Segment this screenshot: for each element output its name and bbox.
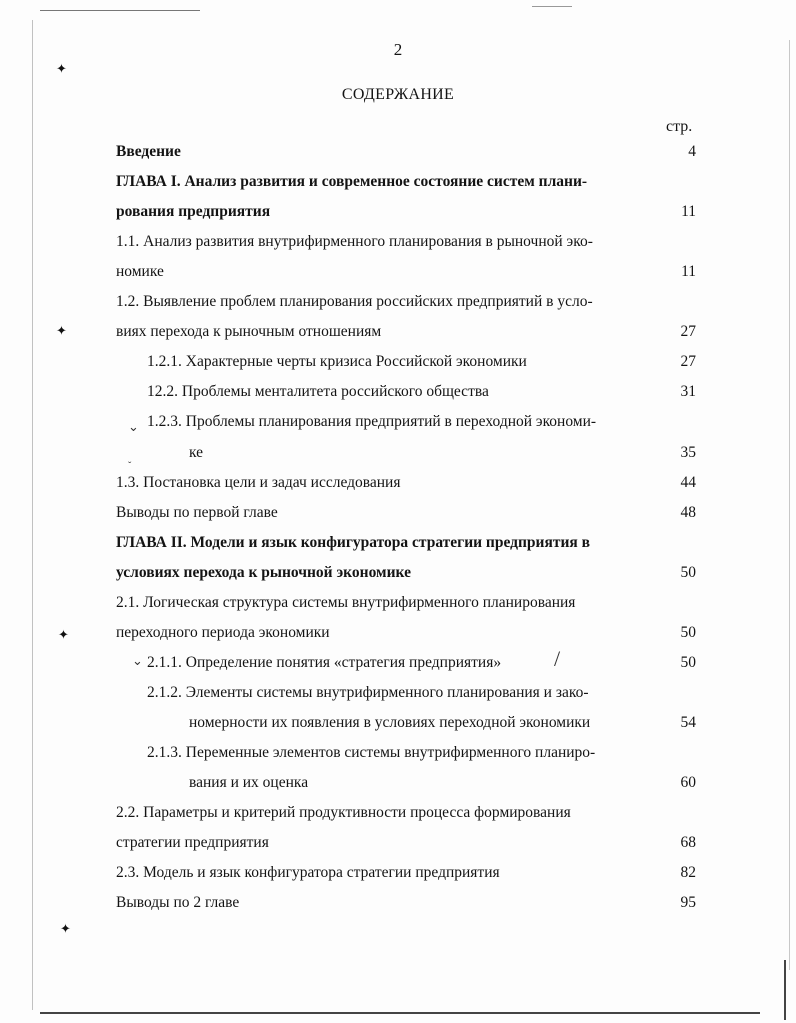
toc-entry-page: 95 <box>680 894 696 912</box>
scan-speck-icon: ✦ <box>58 627 69 642</box>
toc-entry-page: 11 <box>681 203 696 221</box>
toc-entry-page: 27 <box>680 353 696 371</box>
toc-entry-line: стратегии предприятия <box>116 834 269 852</box>
toc-entry-line: 1.1. Анализ развития внутрифирменного планирования в рыночной эко- <box>116 233 593 251</box>
pencil-check-mark-icon: ⌄ <box>128 419 139 434</box>
toc-entry-line: номике <box>116 263 164 281</box>
toc-entry-line: 2.1.3. Переменные элементов системы внутрифирменного планиро- <box>147 744 596 761</box>
pencil-slash-mark-icon: / <box>554 646 561 671</box>
toc-entry-line: ГЛАВА I. Анализ развития и современное состояние систем плани- <box>116 173 588 191</box>
toc-entry-page: 11 <box>681 263 696 281</box>
toc-entry-page: 54 <box>680 713 696 731</box>
toc-title: СОДЕРЖАНИЕ <box>341 86 455 103</box>
toc-entry-line: условиях перехода к рыночной экономике <box>116 563 411 581</box>
toc-entry-line: 2.1.1. Определение понятия «стратегия предприятия» <box>147 653 502 671</box>
toc-entry-line: 1.2.3. Проблемы планирования предприятий в переходной экономи- <box>147 413 597 431</box>
toc-entry-line: виях перехода к рыночным отношениям <box>116 323 382 341</box>
pencil-check-mark-icon: ⌄ <box>132 653 143 668</box>
toc-entry-line: 1.3. Постановка цели и задач исследования <box>116 473 401 491</box>
toc-entry-line: 2.2. Параметры и критерий продуктивности процесса формирования <box>116 804 571 822</box>
toc-entry-line: Введение <box>116 143 181 160</box>
toc-entry-page: 82 <box>680 864 696 882</box>
toc-entry-line: 2.3. Модель и язык конфигуратора стратегии предприятия <box>116 864 500 882</box>
toc-entry-line: 1.2. Выявление проблем планирования российских предприятий в усло- <box>116 293 593 311</box>
toc-entry-line: 1.2.1. Характерные черты кризиса Российской экономики <box>147 353 527 371</box>
toc-entry-line: вания и их оценка <box>189 774 309 792</box>
toc-entry-page: 48 <box>680 503 696 521</box>
scan-speck-icon: ✦ <box>56 61 67 76</box>
toc-entry-page: 60 <box>680 774 696 792</box>
toc-entry-line: 2.1. Логическая структура системы внутрифирменного планирования <box>116 593 576 611</box>
scan-edge-right-corner <box>784 960 786 1020</box>
scan-edge-left <box>32 20 33 1010</box>
toc-entry-page: 31 <box>680 383 696 401</box>
scan-speck-icon: ✦ <box>56 323 67 338</box>
toc-entry-line: 2.1.2. Элементы системы внутрифирменного планирования и зако- <box>147 683 589 701</box>
pencil-tick-mark-icon: ˇ <box>128 461 132 472</box>
toc-entry-page: 35 <box>680 443 696 461</box>
toc-entry-page: 44 <box>680 473 696 491</box>
toc-entry-page: 4 <box>688 143 696 160</box>
toc-entry-line: номерности их появления в условиях переходной экономики <box>189 713 591 731</box>
toc-entry-line: ГЛАВА II. Модели и язык конфигуратора стратегии предприятия в <box>116 533 591 551</box>
scan-edge-top-secondary <box>532 6 572 7</box>
page-column-header: стр. <box>666 118 693 135</box>
toc-entry-page: 50 <box>680 563 696 581</box>
toc-entry-line: Выводы по первой главе <box>116 503 278 521</box>
toc-entry-line: Выводы по 2 главе <box>116 894 240 912</box>
toc-entry-line: переходного периода экономики <box>116 623 330 641</box>
toc-entry-line: ке <box>189 443 204 461</box>
toc-entry-page: 27 <box>680 323 696 341</box>
toc-entry-line: 12.2. Проблемы менталитета российского общества <box>147 383 489 401</box>
page-number: 2 <box>393 40 403 59</box>
toc-entry-page: 68 <box>680 834 696 852</box>
scan-edge-top <box>40 10 200 11</box>
scan-edge-right <box>789 40 790 970</box>
toc-entry-line: рования предприятия <box>116 203 271 221</box>
toc-entry-page: 50 <box>680 623 696 641</box>
scan-edge-bottom <box>40 1012 760 1014</box>
toc-entry-page: 50 <box>680 653 696 671</box>
scan-speck-icon: ✦ <box>60 921 71 936</box>
